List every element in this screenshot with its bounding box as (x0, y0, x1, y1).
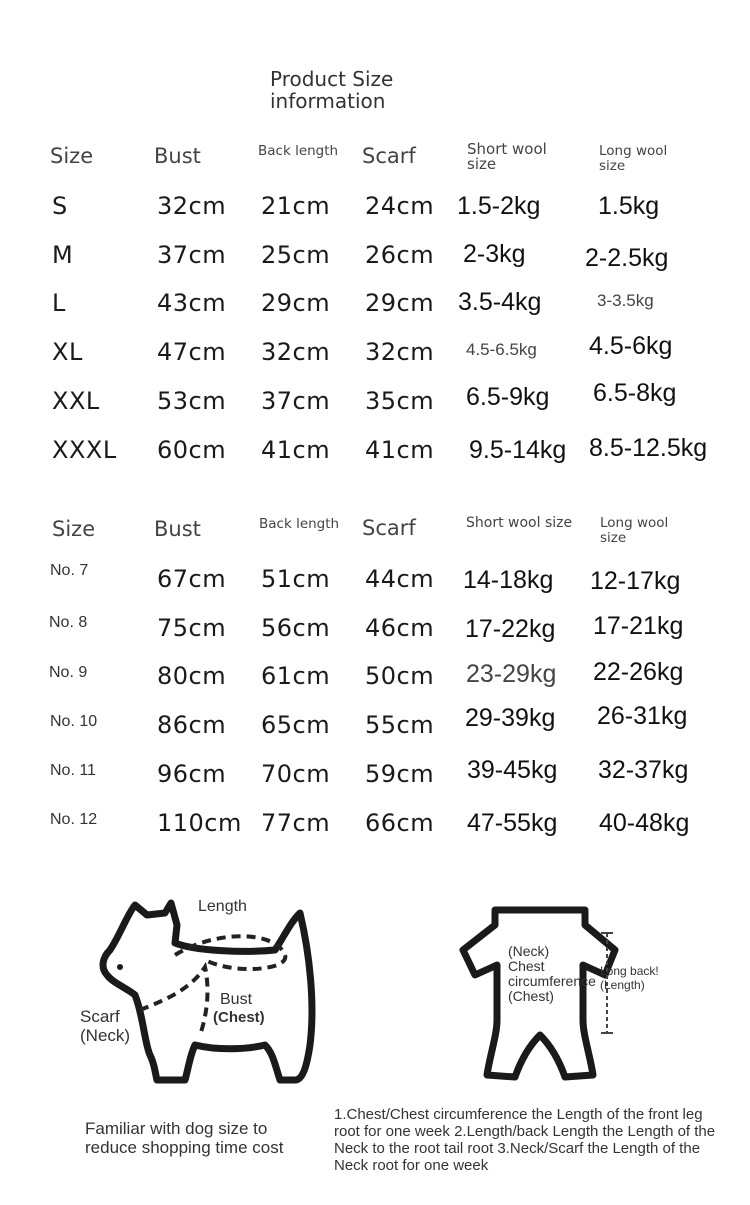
table1-header-size: Size (50, 144, 94, 168)
table1-scarf-cell: 24cm (365, 192, 435, 220)
table2-header-long-wool: Long wool size (600, 515, 669, 546)
table1-size-cell: XL (52, 338, 83, 366)
table2-back-cell: 77cm (261, 809, 331, 837)
table1-short-wool-cell: 9.5-14kg (469, 436, 567, 464)
table1-size-cell: XXXL (52, 436, 117, 464)
table2-back-cell: 56cm (261, 614, 331, 642)
table1-bust-cell: 60cm (157, 436, 227, 464)
table1-scarf-cell: 29cm (365, 289, 435, 317)
table1-long-wool-cell: 6.5-8kg (593, 379, 677, 407)
table1-long-wool-cell: 4.5-6kg (589, 332, 673, 360)
table2-scarf-cell: 59cm (365, 760, 435, 788)
table1-header-back-length: Back length (258, 143, 339, 159)
garment-chest-label: Chest circumference (Chest) (508, 958, 596, 1004)
table1-back-cell: 37cm (261, 387, 331, 415)
table2-size-cell: No. 11 (50, 762, 96, 779)
table1-short-wool-cell: 3.5-4kg (458, 288, 542, 316)
table2-back-cell: 51cm (261, 565, 331, 593)
table1-back-cell: 21cm (261, 192, 331, 220)
table1-header-scarf: Scarf (362, 144, 416, 168)
table1-long-wool-cell: 1.5kg (598, 192, 660, 220)
table2-long-wool-cell: 12-17kg (590, 567, 681, 595)
table2-back-cell: 65cm (261, 711, 331, 739)
table2-bust-cell: 75cm (157, 614, 227, 642)
table2-long-wool-cell: 26-31kg (597, 702, 688, 730)
table1-scarf-cell: 26cm (365, 241, 435, 269)
table2-header-back-length: Back length (259, 516, 340, 532)
table2-short-wool-cell: 39-45kg (467, 756, 558, 784)
table2-short-wool-cell: 17-22kg (465, 615, 556, 643)
table1-long-wool-cell: 8.5-12.5kg (589, 434, 708, 462)
table2-bust-cell: 86cm (157, 711, 227, 739)
table2-long-wool-cell: 32-37kg (598, 756, 689, 784)
dog-scarf-label: Scarf (80, 1007, 120, 1026)
table1-size-cell: S (52, 192, 68, 220)
table2-bust-cell: 67cm (157, 565, 227, 593)
table1-bust-cell: 37cm (157, 241, 227, 269)
table1-size-cell: M (52, 241, 74, 269)
table2-scarf-cell: 50cm (365, 662, 435, 690)
table2-scarf-cell: 66cm (365, 809, 435, 837)
table1-size-cell: L (52, 289, 66, 317)
table1-bust-cell: 47cm (157, 338, 227, 366)
table1-back-cell: 32cm (261, 338, 331, 366)
table1-short-wool-cell: 4.5-6.5kg (466, 340, 537, 359)
table1-long-wool-cell: 3-3.5kg (597, 291, 654, 310)
table2-size-cell: No. 9 (49, 664, 88, 681)
table2-bust-cell: 110cm (157, 809, 242, 837)
dog-neck-label: (Neck) (80, 1026, 131, 1045)
table1-short-wool-cell: 6.5-9kg (466, 383, 550, 411)
table1-size-cell: XXL (52, 387, 100, 415)
dog-outline-illustration (95, 895, 335, 1090)
table2-short-wool-cell: 23-29kg (466, 660, 557, 688)
table2-short-wool-cell: 29-39kg (465, 704, 556, 732)
table2-long-wool-cell: 22-26kg (593, 658, 684, 686)
table2-back-cell: 61cm (261, 662, 331, 690)
dog-bust-label: Bust (220, 991, 253, 1008)
table2-short-wool-cell: 14-18kg (463, 566, 554, 594)
garment-neck-label: (Neck) (508, 943, 550, 959)
table1-short-wool-cell: 1.5-2kg (457, 192, 541, 220)
page-title: Product Size information (270, 67, 394, 113)
table1-scarf-cell: 41cm (365, 436, 435, 464)
table2-scarf-cell: 55cm (365, 711, 435, 739)
table1-bust-cell: 32cm (157, 192, 227, 220)
table2-bust-cell: 96cm (157, 760, 227, 788)
table2-size-cell: No. 7 (50, 562, 89, 579)
table2-size-cell: No. 8 (49, 614, 88, 631)
table1-header-short-wool: Short wool size (467, 140, 547, 173)
table2-header-scarf: Scarf (362, 516, 416, 540)
table1-header-long-wool: Long wool size (599, 143, 668, 174)
table2-bust-cell: 80cm (157, 662, 227, 690)
dog-chest-label: (Chest) (213, 1009, 265, 1026)
table2-back-cell: 70cm (261, 760, 331, 788)
table1-scarf-cell: 35cm (365, 387, 435, 415)
table2-long-wool-cell: 17-21kg (593, 612, 684, 640)
table2-long-wool-cell: 40-48kg (599, 809, 690, 837)
garment-back-label: Long back! (Length) (600, 964, 659, 992)
table2-size-cell: No. 10 (50, 713, 98, 730)
table2-header-bust: Bust (154, 517, 201, 541)
table2-header-short-wool: Short wool size (466, 515, 573, 531)
table2-size-cell: No. 12 (50, 811, 98, 828)
table1-back-cell: 41cm (261, 436, 331, 464)
dog-length-label: Length (198, 898, 247, 915)
table1-bust-cell: 53cm (157, 387, 227, 415)
table1-short-wool-cell: 2-3kg (463, 240, 526, 268)
table1-back-cell: 25cm (261, 241, 331, 269)
table2-scarf-cell: 46cm (365, 614, 435, 642)
table2-header-size: Size (52, 517, 96, 541)
table2-scarf-cell: 44cm (365, 565, 435, 593)
table1-scarf-cell: 32cm (365, 338, 435, 366)
dog-diagram-caption: Familiar with dog size to reduce shopping time cost (85, 1119, 284, 1157)
measurement-instructions: 1.Chest/Chest circumference the Length of the front leg root for one week 2.Length/back Length the Length of the Neck to the root tail root 3.Neck/Scarf the Length of the Neck root for one week (334, 1106, 716, 1174)
table1-back-cell: 29cm (261, 289, 331, 317)
table1-long-wool-cell: 2-2.5kg (585, 244, 669, 272)
table1-bust-cell: 43cm (157, 289, 227, 317)
table2-short-wool-cell: 47-55kg (467, 809, 558, 837)
table1-header-bust: Bust (154, 144, 201, 168)
